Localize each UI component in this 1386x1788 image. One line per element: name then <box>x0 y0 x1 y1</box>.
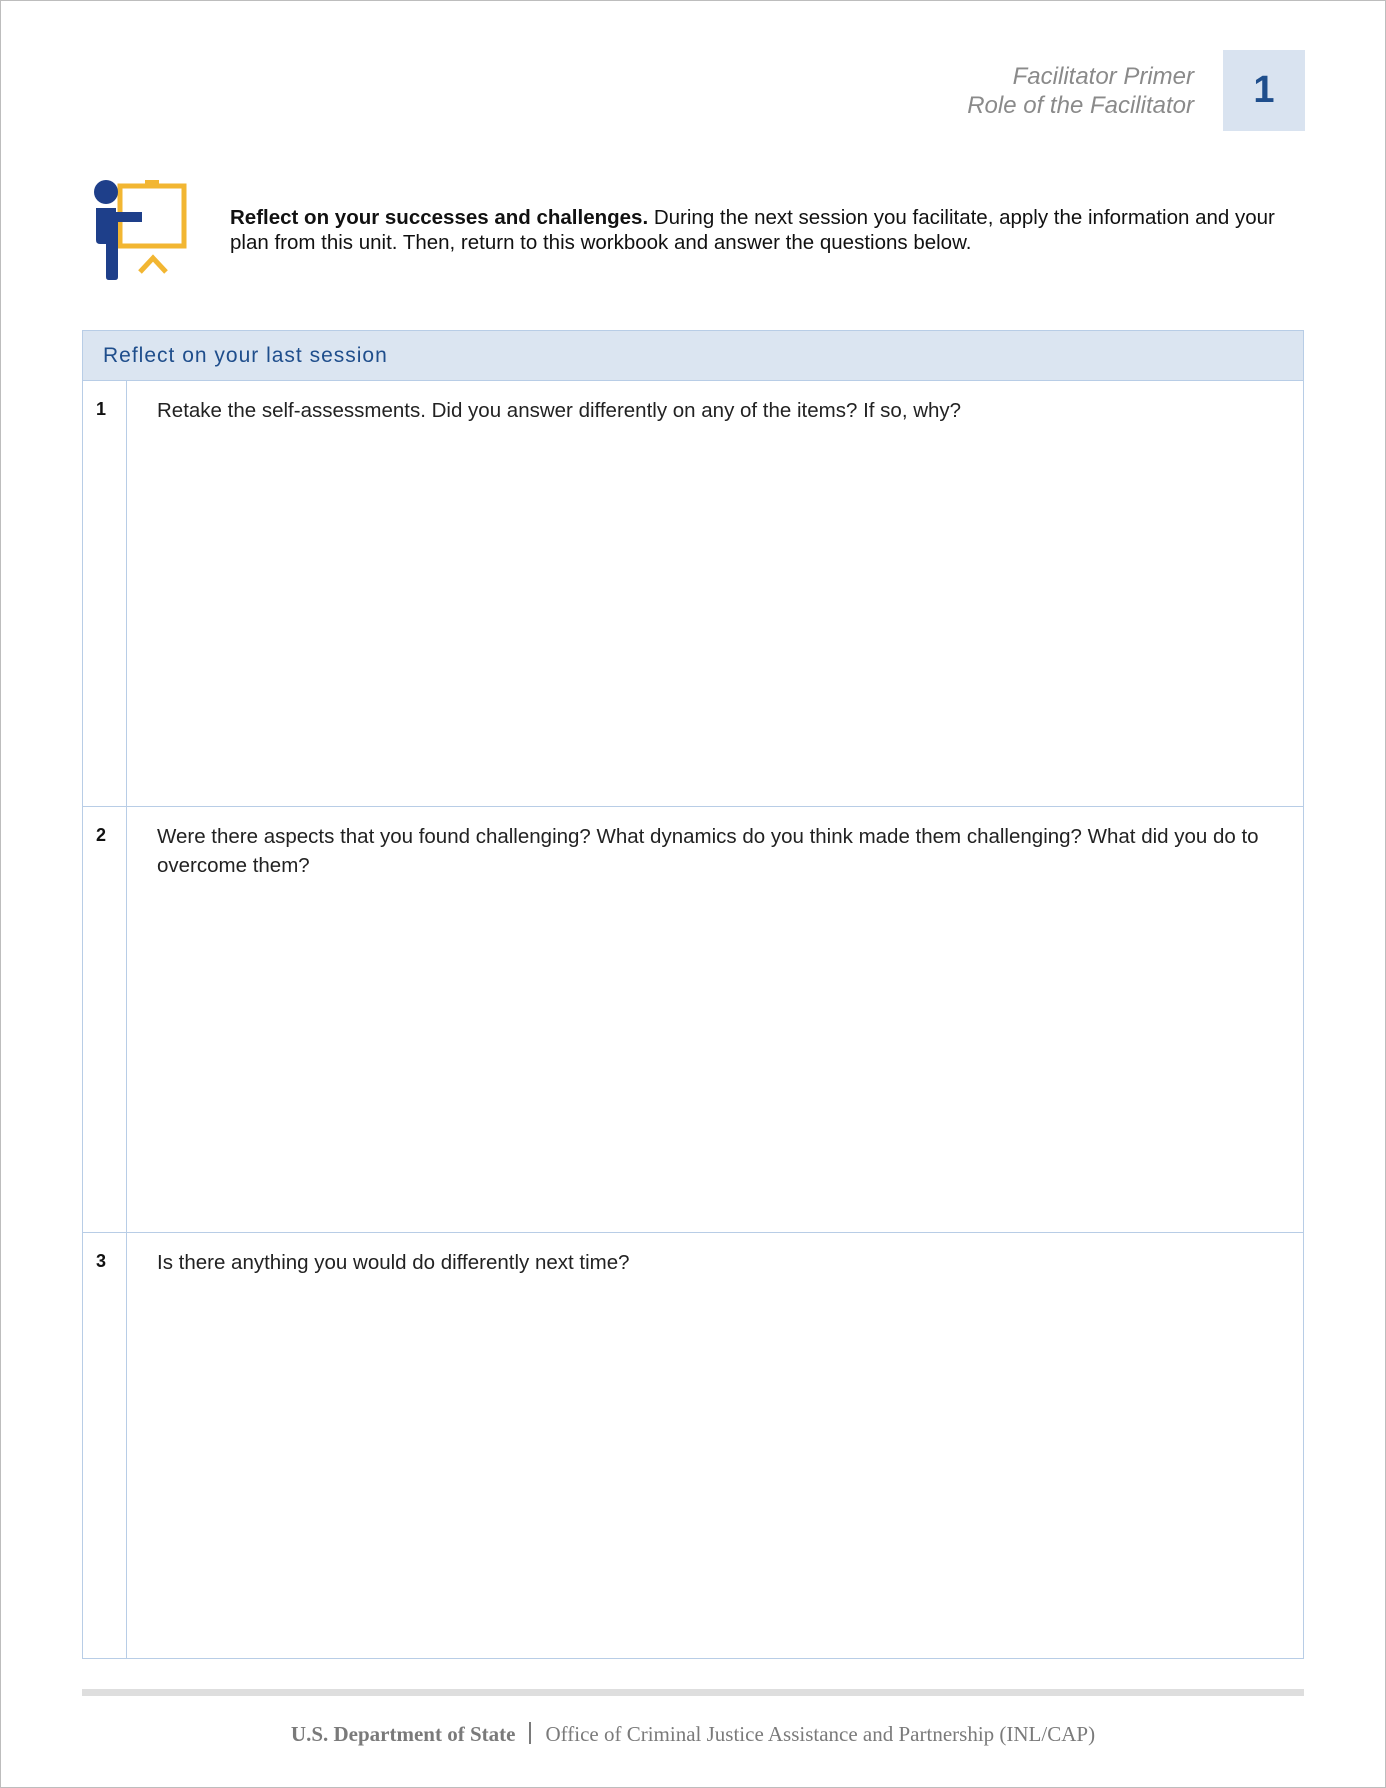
intro-bold-lead: Reflect on your successes and challenges. <box>230 206 649 229</box>
footer-divider <box>82 1689 1304 1696</box>
footer-office: Office of Criminal Justice Assistance and Partnership (INL/CAP) <box>545 1722 1096 1746</box>
footer-separator <box>529 1722 531 1744</box>
question-number: 3 <box>83 1233 127 1658</box>
question-row <box>83 1233 1303 1658</box>
footer-department: U.S. Department of State <box>290 1722 516 1746</box>
question-number: 2 <box>83 807 127 1232</box>
header-subtitle: Role of the Facilitator <box>967 92 1194 119</box>
question-row <box>83 381 1303 807</box>
question-text: Retake the self-assessments. Did you answer differently on any of the items? If so, why? <box>157 399 962 422</box>
question-number: 1 <box>83 381 127 806</box>
question-row <box>83 807 1303 1233</box>
unit-number-badge: 1 <box>1223 50 1305 131</box>
intro-body: During the next session you facilitate, apply the information and your plan from this unit. Then, return to this workbook and answer the questions below. <box>230 206 1275 254</box>
table-title: Reflect on your last session <box>83 331 1303 381</box>
running-header <box>967 62 1194 120</box>
header-title: Facilitator Primer <box>1012 63 1194 90</box>
question-text: Were there aspects that you found challenging? What dynamics do you think made them challenging? What did you do to overcome them? <box>157 825 1259 877</box>
footer <box>0 1722 1386 1747</box>
reflection-table <box>82 330 1304 1659</box>
presenter-whiteboard-icon <box>90 178 200 282</box>
question-text: Is there anything you would do differently next time? <box>157 1251 630 1274</box>
intro-paragraph <box>230 205 1290 255</box>
